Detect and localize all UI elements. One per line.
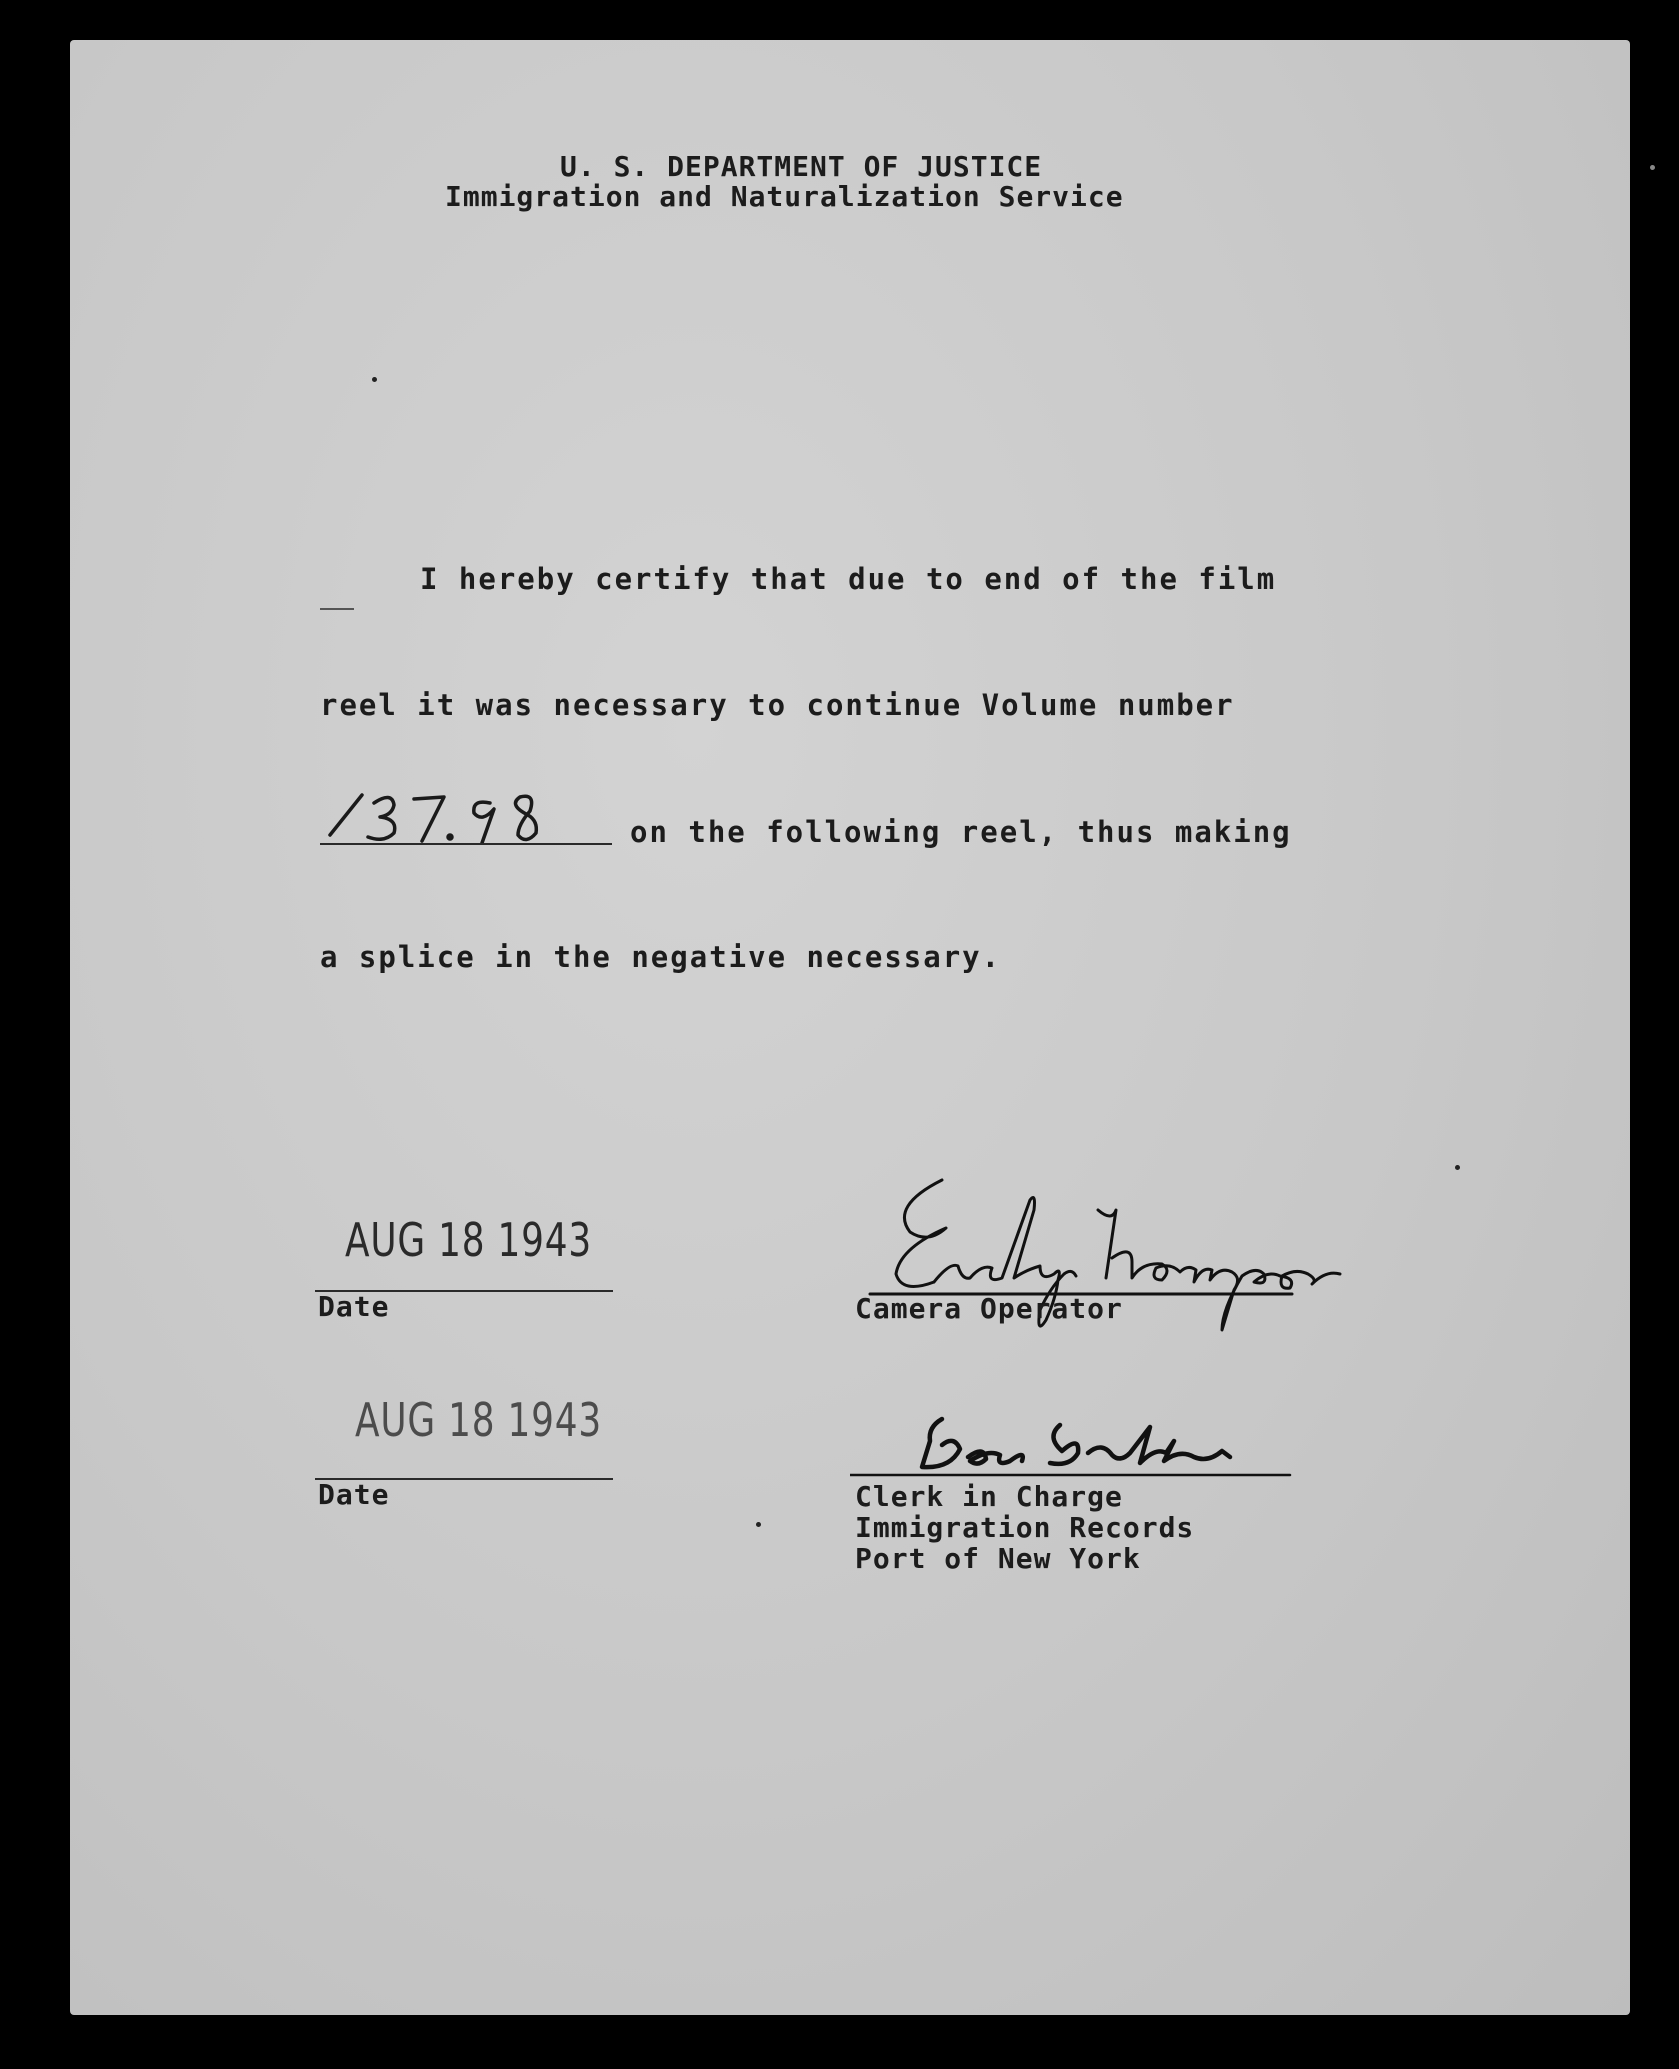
body-line-1: I hereby certify that due to end of the film [420, 562, 1277, 596]
date-label-2: Date [318, 1478, 390, 1511]
camera-operator-label: Camera Operator [855, 1292, 1123, 1325]
clerk-signature [850, 1405, 1330, 1485]
clerk-label-1: Clerk in Charge [855, 1480, 1123, 1513]
header-department: U. S. DEPARTMENT OF JUSTICE [560, 150, 1043, 183]
date-stamp-2: AUG 18 1943 [355, 1393, 602, 1447]
volume-number-underline [320, 843, 612, 845]
scan-speck [756, 1522, 761, 1527]
clerk-label-3: Port of New York [855, 1542, 1141, 1575]
date-label-1: Date [318, 1290, 390, 1323]
clerk-label-2: Immigration Records [855, 1511, 1195, 1544]
body-line-2: reel it was necessary to continue Volume number [320, 688, 1235, 722]
scan-speck [1455, 1165, 1460, 1170]
scan-speck [1650, 165, 1655, 170]
header-service: Immigration and Naturalization Service [445, 180, 1124, 213]
body-line-3: on the following reel, thus making [630, 815, 1292, 849]
document-page [70, 40, 1630, 2015]
scan-speck [372, 377, 377, 382]
scan-mark [320, 608, 354, 610]
body-line-4: a splice in the negative necessary. [320, 940, 1002, 974]
volume-number-handwritten [322, 785, 622, 845]
date-stamp-1: AUG 18 1943 [345, 1213, 592, 1267]
